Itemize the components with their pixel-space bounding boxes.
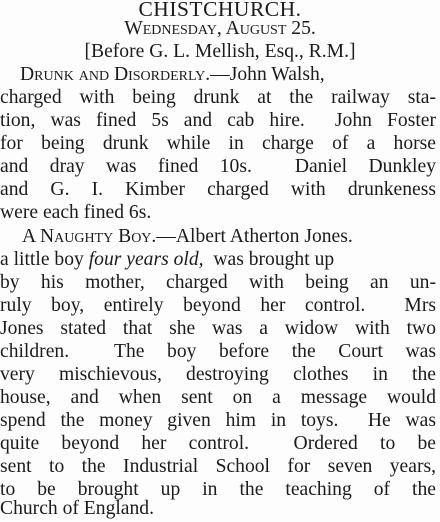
article-2-line-3: by his mother, charged with being an un- <box>0 272 436 293</box>
article-2-line-10: quite beyond her control. Ordered to be <box>0 433 436 454</box>
article-2-italic-age: four years old, <box>88 249 204 270</box>
article-2-line-13: Church of England. <box>0 498 154 519</box>
article-2-line-12: to be brought up in the teaching of the <box>0 479 436 500</box>
article-2-line-2 <box>0 249 440 271</box>
article-1-line-4: and dray was fined 10s. Daniel Dunkley <box>0 156 436 177</box>
article-2-line-9: spend the money given him in toys. He was <box>0 410 436 431</box>
article-1-line-1: charged with being drunk at the railway sta- <box>0 87 436 108</box>
dateline: Wednesday, August 25. <box>124 18 316 39</box>
article-1-line-2: tion, was fined 5s and cab hire. John Foster <box>0 110 436 131</box>
article-2-line-11: sent to the Industrial School for seven years, <box>0 456 436 477</box>
article-1-heading: Drunk and Disorderly. <box>20 64 211 85</box>
article-1-line-0: —John Walsh, <box>210 64 325 85</box>
article-2-line-5: Jones stated that she was a widow with two <box>0 318 436 339</box>
article-1-line-5: and G. I. Kimber charged with drunkeness <box>0 179 436 200</box>
article-2-line-8: house, and when sent on a message would <box>0 387 436 408</box>
article-2-line-2-end: was brought up <box>203 249 335 270</box>
article-1-line-3: for being drunk while in charge of a horse <box>0 133 436 154</box>
article-2-first-line <box>22 226 440 248</box>
page-title: CHISTCHURCH. <box>138 0 302 21</box>
article-1-first-line <box>20 64 440 86</box>
article-2-line-2-start: a little boy <box>0 249 89 270</box>
article-2-heading: A Naughty Boy. <box>22 226 157 247</box>
article-2-line-7: very mischievous, destroying clothes in the <box>0 364 436 385</box>
article-2-line-4: ruly boy, entirely beyond her control. Mrs <box>0 295 436 316</box>
article-1-line-6: were each fined 6s. <box>0 202 152 223</box>
article-2-first-line-rest: —Albert Atherton Jones. <box>156 226 353 247</box>
article-2-line-6: children. The boy before the Court was <box>0 341 436 362</box>
magistrate-line: [Before G. L. Mellish, Esq., R.M.] <box>84 41 356 62</box>
